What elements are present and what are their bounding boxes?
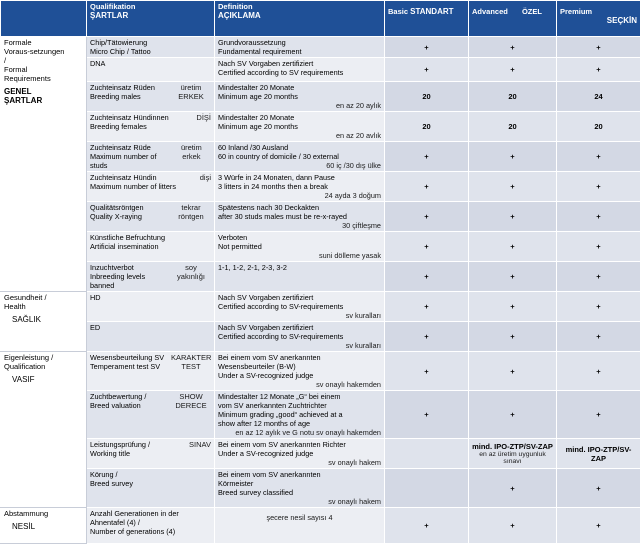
criterion-wrap xyxy=(90,440,211,458)
premium-value xyxy=(557,439,640,469)
criterion-wrap xyxy=(90,470,211,488)
basic-value xyxy=(385,262,469,292)
premium-value xyxy=(557,142,640,172)
category-tr-word: NESİL xyxy=(12,522,83,531)
advanced-value xyxy=(469,508,557,544)
basic-header: Basic STANDART xyxy=(385,1,469,37)
definition-line: Not permitted xyxy=(218,242,381,251)
criterion-tr-note: soy yakınlığı xyxy=(171,263,211,290)
basic-value-text: 20 xyxy=(388,92,465,101)
criterion-line: DNA xyxy=(90,59,105,68)
definition-cell xyxy=(215,82,385,112)
criterion-line: Leistungsprüfung / xyxy=(90,440,150,449)
criterion-tr-note: dişi xyxy=(200,173,211,191)
basic-value xyxy=(385,292,469,322)
advanced-value-text: + xyxy=(472,521,553,530)
premium-value xyxy=(557,82,640,112)
criterion-tr-note: SINAV xyxy=(189,440,211,458)
category-label: Gesundheit / xyxy=(4,293,83,302)
criterion-line: Micro Chip / Tattoo xyxy=(90,47,151,56)
criterion-line: HD xyxy=(90,293,101,302)
advanced-value-text: + xyxy=(472,272,553,281)
advanced-value xyxy=(469,469,557,508)
advanced-value xyxy=(469,292,557,322)
definition-line: Certified according to SV-requirements xyxy=(218,332,381,341)
premium-header: Premium SEÇKİN xyxy=(557,1,640,37)
criterion-wrap xyxy=(90,203,211,221)
premium-value-text: + xyxy=(560,521,637,530)
category-pedigree xyxy=(1,508,87,544)
criterion-cell xyxy=(87,232,215,262)
criterion-cell xyxy=(87,262,215,292)
advanced-value-text: + xyxy=(472,332,553,341)
advanced-value-text: + xyxy=(472,43,553,52)
basic-value-text: + xyxy=(388,410,465,419)
criterion-line: Artificial insemination xyxy=(90,242,165,251)
basic-value xyxy=(385,322,469,352)
definition-line: show after 12 months of age xyxy=(218,419,381,428)
advanced-value xyxy=(469,232,557,262)
criterion-cell xyxy=(87,172,215,202)
category-label: Abstammung xyxy=(4,509,83,518)
premium-value-text: + xyxy=(560,367,637,376)
criterion-cell xyxy=(87,142,215,172)
basic-value-text: + xyxy=(388,367,465,376)
criterion-line: Ahnentafel (4) / xyxy=(90,518,179,527)
criterion-cell xyxy=(87,322,215,352)
premium-value xyxy=(557,322,640,352)
definition-cell xyxy=(215,142,385,172)
table-row xyxy=(1,292,640,322)
definition-line: Körmeister xyxy=(218,479,381,488)
criterion-line: Number of generations (4) xyxy=(90,527,179,536)
criterion-line: Künstliche Befruchtung xyxy=(90,233,165,242)
category-tr-label xyxy=(12,375,83,384)
basic-value xyxy=(385,391,469,439)
criterion-lines xyxy=(90,323,100,332)
definition-tr-note: sv onaylı hakem xyxy=(218,458,381,467)
advanced-value xyxy=(469,391,557,439)
criterion-cell xyxy=(87,202,215,232)
premium-value-text: + xyxy=(560,152,637,161)
definition-line: Minimum grading „good“ achieved at a xyxy=(218,410,381,419)
definition-line: Bei einem vom SV anerkannten xyxy=(218,470,381,479)
category-tr-label xyxy=(12,522,83,531)
category-tr-label xyxy=(4,87,83,105)
definition-line: Bei einem vom SV anerkannten Richter xyxy=(218,440,381,449)
table-row xyxy=(1,112,640,142)
definition-line: Nach SV Vorgaben zertifiziert xyxy=(218,59,381,68)
premium-value xyxy=(557,262,640,292)
definition-line: Minimum age 20 months xyxy=(218,122,381,131)
definition-cell xyxy=(215,232,385,262)
criterion-line: Breed survey xyxy=(90,479,133,488)
definition-line: Grundvoraussetzung xyxy=(218,38,381,47)
premium-value-text: 20 xyxy=(560,122,637,131)
criterion-lines xyxy=(90,263,171,290)
advanced-value xyxy=(469,439,557,469)
criterion-wrap xyxy=(90,293,211,302)
category-performance xyxy=(1,352,87,508)
category-tr-label xyxy=(12,315,83,324)
criterion-line: Inbreeding levels banned xyxy=(90,272,171,290)
definition-cell xyxy=(215,262,385,292)
criterion-cell xyxy=(87,439,215,469)
definition-cell xyxy=(215,508,385,544)
advanced-value-text: + xyxy=(472,410,553,419)
table-row xyxy=(1,469,640,508)
criterion-line: Working title xyxy=(90,449,150,458)
criterion-wrap xyxy=(90,323,211,332)
category-tr-word: SAĞLIK xyxy=(12,315,83,324)
criterion-line: Quality X-raying xyxy=(90,212,144,221)
advanced-header: Advanced ÖZEL xyxy=(469,1,557,37)
definition-line: 1-1, 1-2, 2-1, 2-3, 3-2 xyxy=(218,263,381,272)
premium-value-text: + xyxy=(560,272,637,281)
table-row xyxy=(1,37,640,58)
category-health xyxy=(1,292,87,352)
basic-value-text: + xyxy=(388,272,465,281)
definition-header: Definition AÇIKLAMA xyxy=(215,1,385,37)
advanced-value-text: + xyxy=(472,65,553,74)
criterion-wrap xyxy=(90,263,211,290)
basic-value xyxy=(385,172,469,202)
category-tr-word: VASIF xyxy=(12,375,83,384)
basic-value-text: + xyxy=(388,242,465,251)
definition-cell xyxy=(215,352,385,391)
definition-line: Wesensbeurteiler (B-W) xyxy=(218,362,381,371)
basic-value xyxy=(385,469,469,508)
premium-value xyxy=(557,352,640,391)
definition-tr-note: 30 çiftleşme xyxy=(218,221,381,230)
definition-line: Bei einem vom SV anerkannten xyxy=(218,353,381,362)
header-row xyxy=(1,1,640,37)
advanced-value xyxy=(469,112,557,142)
basic-value xyxy=(385,202,469,232)
advanced-value xyxy=(469,202,557,232)
criterion-lines xyxy=(90,59,105,68)
criterion-line: Maximum number of studs xyxy=(90,152,172,170)
basic-value xyxy=(385,352,469,391)
premium-value-text: + xyxy=(560,410,637,419)
criterion-wrap xyxy=(90,83,211,101)
premium-value xyxy=(557,58,640,82)
criterion-cell xyxy=(87,112,215,142)
premium-value xyxy=(557,172,640,202)
premium-value xyxy=(557,202,640,232)
criterion-line: Qualitätsröntgen xyxy=(90,203,144,212)
premium-value-text: + xyxy=(560,43,637,52)
premium-value xyxy=(557,391,640,439)
advanced-value-text: 20 xyxy=(472,122,553,131)
criterion-wrap xyxy=(90,392,211,410)
definition-line: Certified according to SV-requirements xyxy=(218,302,381,311)
basic-value-text: + xyxy=(388,182,465,191)
basic-value xyxy=(385,439,469,469)
definition-line: 3 litters in 24 months then a break xyxy=(218,182,381,191)
definition-line: Spätestens nach 30 Deckakten xyxy=(218,203,381,212)
basic-value xyxy=(385,82,469,112)
criterion-tr-note: üretim ERKEK xyxy=(171,83,211,101)
advanced-value-text: + xyxy=(472,367,553,376)
criterion-cell xyxy=(87,58,215,82)
table-row xyxy=(1,82,640,112)
criterion-tr-note: DİŞİ xyxy=(196,113,211,131)
definition-cell xyxy=(215,439,385,469)
premium-value xyxy=(557,37,640,58)
advanced-value-text: + xyxy=(472,182,553,191)
criterion-line: Breeding males xyxy=(90,92,155,101)
criterion-tr-note: tekrar röntgen xyxy=(171,203,211,221)
criterion-wrap xyxy=(90,173,211,191)
criterion-cell xyxy=(87,508,215,544)
criterion-line: Zuchteinsatz Rüde xyxy=(90,143,172,152)
criterion-line: Anzahl Generationen in der xyxy=(90,509,179,518)
definition-tr-note: suni dölleme yasak xyxy=(218,251,381,260)
advanced-value xyxy=(469,322,557,352)
definition-tr-note: 60 iç /30 dış ülke xyxy=(218,161,381,170)
basic-value xyxy=(385,232,469,262)
criterion-cell xyxy=(87,469,215,508)
criterion-line: Breeding females xyxy=(90,122,169,131)
category-label: Health xyxy=(4,302,83,311)
basic-value-text: 20 xyxy=(388,122,465,131)
criterion-lines xyxy=(90,203,144,221)
criterion-cell xyxy=(87,391,215,439)
definition-line: Mindestalter 12 Monate „G“ bei einem xyxy=(218,392,381,401)
category-label: Voraus-setzungen xyxy=(4,47,83,56)
criterion-wrap xyxy=(90,143,211,170)
criterion-wrap xyxy=(90,38,211,56)
criterion-line: Zuchteinsatz Hündinnen xyxy=(90,113,169,122)
advanced-value-text: + xyxy=(472,242,553,251)
definition-tr-note: sv kuralları xyxy=(218,311,381,320)
criterion-line: ED xyxy=(90,323,100,332)
criterion-line: Zuchteinsatz Hündin xyxy=(90,173,176,182)
definition-cell xyxy=(215,172,385,202)
table-row xyxy=(1,58,640,82)
premium-value-text: + xyxy=(560,65,637,74)
premium-value xyxy=(557,292,640,322)
category-label: Qualification xyxy=(4,362,83,371)
criterion-lines xyxy=(90,233,165,251)
category-label: Formal xyxy=(4,65,83,74)
definition-tr-note: şecere nesil sayısı 4 xyxy=(218,513,381,522)
criterion-line: Körung / xyxy=(90,470,133,479)
basic-value-text: + xyxy=(388,43,465,52)
premium-value-text: + xyxy=(560,182,637,191)
advanced-value xyxy=(469,352,557,391)
premium-value-text: 24 xyxy=(560,92,637,101)
table-row xyxy=(1,439,640,469)
category-formal xyxy=(1,37,87,292)
definition-line: Under a SV-recognized judge xyxy=(218,371,381,380)
advanced-value-text: + xyxy=(472,484,553,493)
criterion-lines xyxy=(90,143,172,170)
criterion-tr-note: üretim erkek xyxy=(172,143,211,170)
criterion-line: Maximum number of litters xyxy=(90,182,176,191)
definition-line: 60 Inland /30 Ausland xyxy=(218,143,381,152)
definition-tr-note: en az 12 aylık ve G notu sv onaylı hakemden xyxy=(218,428,381,437)
definition-tr-note: en az 20 aylık xyxy=(218,101,381,110)
basic-value xyxy=(385,508,469,544)
criterion-line: Chip/Tätowierung xyxy=(90,38,151,47)
criterion-line: Zuchtbewertung / xyxy=(90,392,146,401)
criterion-cell xyxy=(87,82,215,112)
definition-line: Nach SV Vorgaben zertifiziert xyxy=(218,293,381,302)
definition-tr-note: sv kuralları xyxy=(218,341,381,350)
table-row xyxy=(1,172,640,202)
definition-line: 60 in country of domicile / 30 external xyxy=(218,152,381,161)
advanced-value-text: + xyxy=(472,212,553,221)
premium-value xyxy=(557,232,640,262)
criterion-line: Breed valuation xyxy=(90,401,146,410)
basic-value-text: + xyxy=(388,65,465,74)
definition-tr-note: en az 20 avlık xyxy=(218,131,381,140)
advanced-value xyxy=(469,262,557,292)
table-row xyxy=(1,352,640,391)
table-row xyxy=(1,322,640,352)
basic-value-text: + xyxy=(388,521,465,530)
definition-cell xyxy=(215,37,385,58)
advanced-value xyxy=(469,58,557,82)
premium-value-text: + xyxy=(560,242,637,251)
table-row xyxy=(1,508,640,544)
category-tr-word: GENEL xyxy=(4,87,83,96)
criterion-lines xyxy=(90,509,179,536)
basic-value-text: + xyxy=(388,212,465,221)
advanced-value xyxy=(469,172,557,202)
criterion-lines xyxy=(90,83,155,101)
criterion-line: Temperament test SV xyxy=(90,362,164,371)
definition-line: 3 Würfe in 24 Monaten, dann Pause xyxy=(218,173,381,182)
category-tr-word: ŞARTLAR xyxy=(4,96,83,105)
category-label: Requirements xyxy=(4,74,83,83)
criterion-wrap xyxy=(90,509,211,536)
premium-value-text: + xyxy=(560,212,637,221)
criterion-tr-note: SHOW DERECE xyxy=(171,392,211,410)
basic-value-text: + xyxy=(388,332,465,341)
definition-cell xyxy=(215,469,385,508)
advanced-value-text: 20 xyxy=(472,92,553,101)
definition-tr-note: sv onaylı hakemden xyxy=(218,380,381,389)
cat-header xyxy=(1,1,87,37)
criterion-tr-note: KARAKTER TEST xyxy=(171,353,211,371)
definition-line: Breed survey classified xyxy=(218,488,381,497)
advanced-value xyxy=(469,82,557,112)
premium-value-text: + xyxy=(560,332,637,341)
criterion-wrap xyxy=(90,113,211,131)
premium-value-text: mind. IPO-ZTP/SV-ZAP xyxy=(560,445,637,463)
premium-value xyxy=(557,112,640,142)
criterion-lines xyxy=(90,353,164,371)
criterion-wrap xyxy=(90,59,211,68)
definition-cell xyxy=(215,58,385,82)
advanced-value-text: + xyxy=(472,302,553,311)
basic-value xyxy=(385,37,469,58)
criterion-lines xyxy=(90,38,151,56)
category-label: Formale xyxy=(4,38,83,47)
definition-cell xyxy=(215,391,385,439)
premium-value xyxy=(557,508,640,544)
category-label: / xyxy=(4,56,83,65)
advanced-value-text: + xyxy=(472,152,553,161)
criterion-lines xyxy=(90,293,101,302)
table-row xyxy=(1,391,640,439)
definition-line: Verboten xyxy=(218,233,381,242)
category-label: Eigenleistung / xyxy=(4,353,83,362)
definition-cell xyxy=(215,292,385,322)
criterion-lines xyxy=(90,392,146,410)
definition-line: Fundamental requirement xyxy=(218,47,381,56)
premium-value-text: + xyxy=(560,484,637,493)
basic-value xyxy=(385,142,469,172)
criterion-cell xyxy=(87,292,215,322)
advanced-value xyxy=(469,37,557,58)
definition-line: Under a SV-recognized judge xyxy=(218,449,381,458)
basic-value xyxy=(385,58,469,82)
advanced-tr-note: en az üretim uygunluk sınavı xyxy=(472,451,553,465)
criterion-lines xyxy=(90,440,150,458)
advanced-value xyxy=(469,142,557,172)
definition-line: Minimum age 20 months xyxy=(218,92,381,101)
definition-line: after 30 studs males must be re-x-rayed xyxy=(218,212,381,221)
table-row xyxy=(1,202,640,232)
criterion-cell xyxy=(87,37,215,58)
definition-cell xyxy=(215,202,385,232)
premium-value-text: + xyxy=(560,302,637,311)
definition-line: Certified according to SV requirements xyxy=(218,68,381,77)
definition-cell xyxy=(215,112,385,142)
definition-tr-note: 24 ayda 3 doğum xyxy=(218,191,381,200)
premium-value xyxy=(557,469,640,508)
criterion-line: Zuchteinsatz Rüden xyxy=(90,83,155,92)
advanced-value-text: mind. IPO-ZTP/SV-ZAP xyxy=(472,442,553,451)
table-row xyxy=(1,262,640,292)
definition-tr-note: sv onaylı hakem xyxy=(218,497,381,506)
criterion-lines xyxy=(90,173,176,191)
definition-line: Nach SV Vorgaben zertifiziert xyxy=(218,323,381,332)
criterion-line: Inzuchtverbot xyxy=(90,263,171,272)
criterion-line: Wesensbeurteilung SV xyxy=(90,353,164,362)
definition-line: Mindestalter 20 Monate xyxy=(218,113,381,122)
basic-value xyxy=(385,112,469,142)
qualification-header: Qualifikation ŞARTLAR xyxy=(87,1,215,37)
criterion-lines xyxy=(90,113,169,131)
criterion-wrap xyxy=(90,353,211,371)
criterion-cell xyxy=(87,352,215,391)
table-row xyxy=(1,142,640,172)
basic-value-text: + xyxy=(388,302,465,311)
criterion-lines xyxy=(90,470,133,488)
basic-value-text: + xyxy=(388,152,465,161)
definition-line: vom SV anerkannten Zuchtrichter xyxy=(218,401,381,410)
definition-line: Mindestalter 20 Monate xyxy=(218,83,381,92)
table-row xyxy=(1,232,640,262)
criterion-wrap xyxy=(90,233,211,251)
definition-cell xyxy=(215,322,385,352)
